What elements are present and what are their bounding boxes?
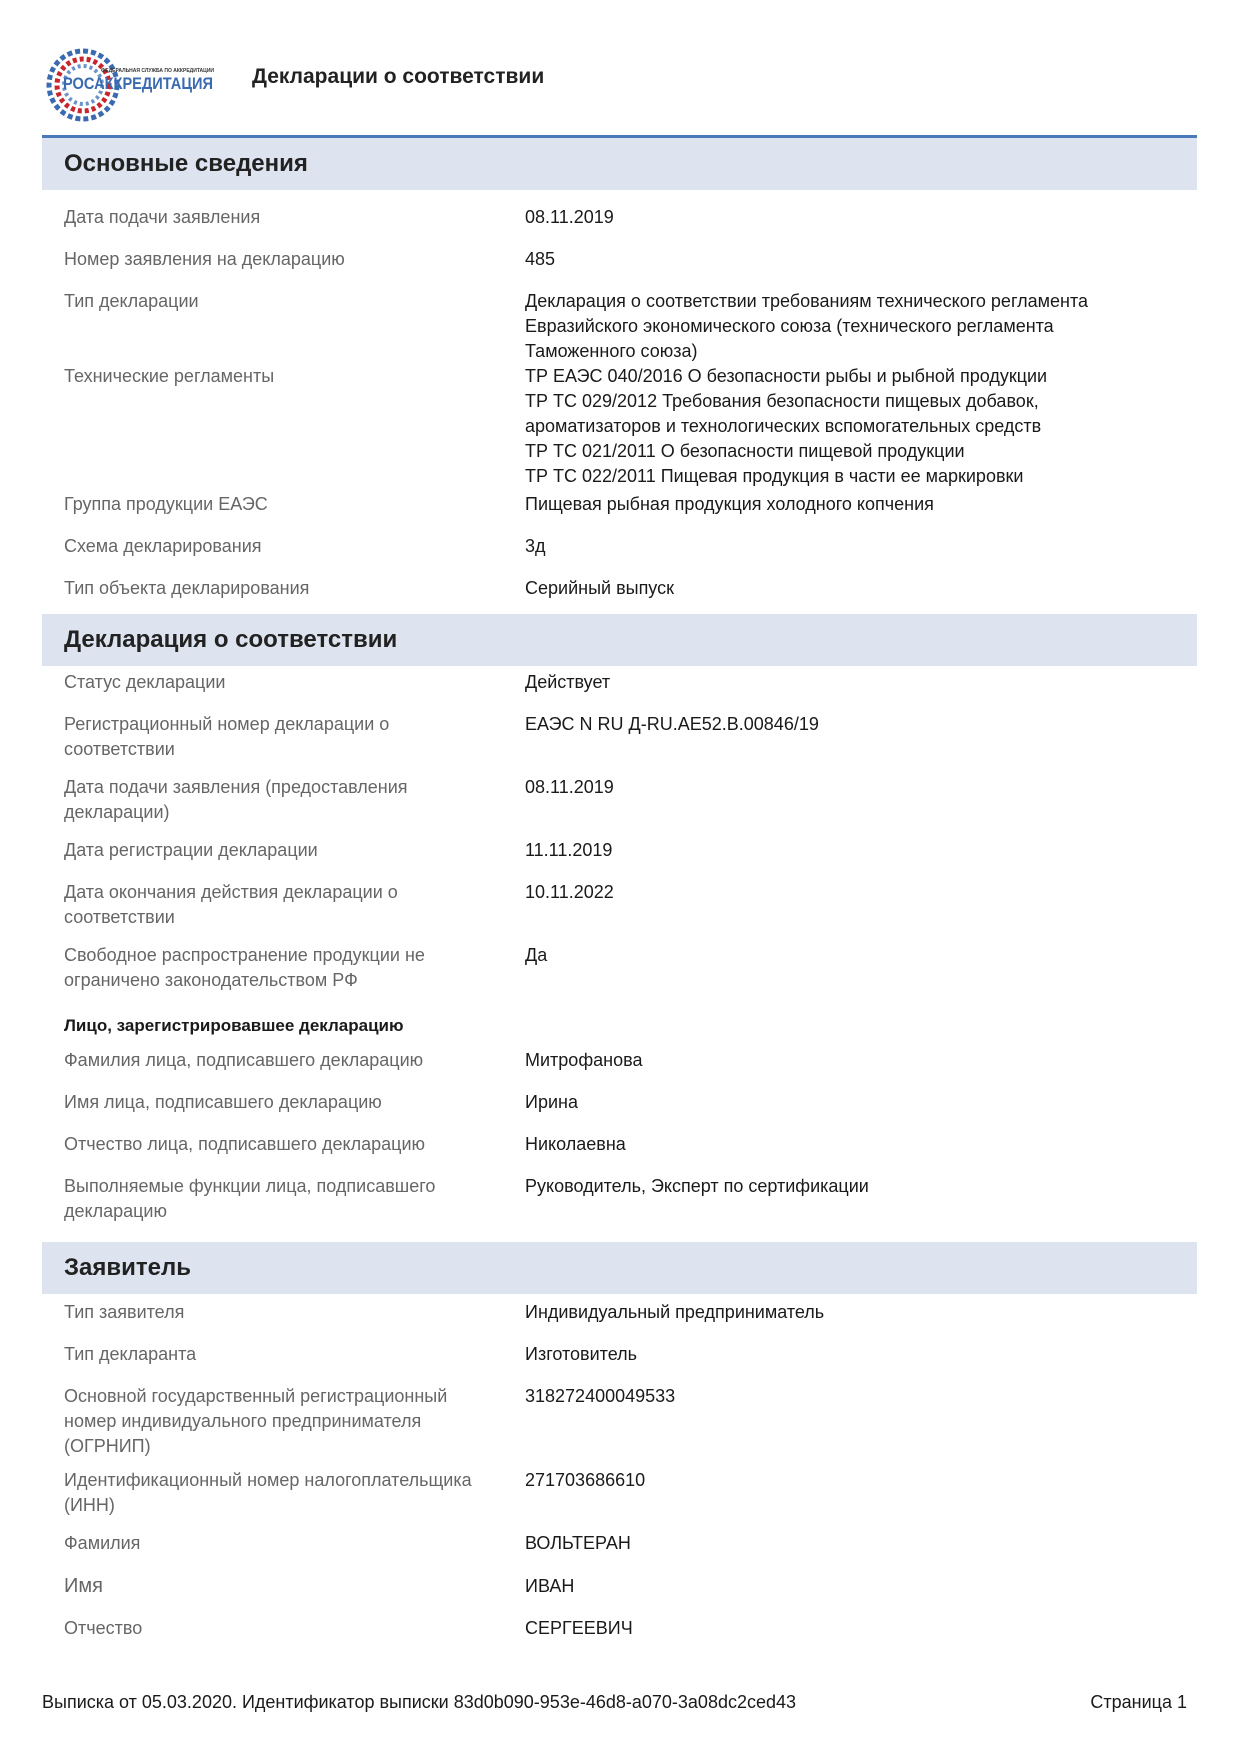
field-label: Имя	[64, 1575, 103, 1597]
field-label: Идентификационный номер налогоплательщика (ИНН)	[64, 1470, 472, 1515]
field-label: Тип заявителя	[64, 1302, 185, 1322]
field-value: Николаевна	[525, 1134, 626, 1154]
rosaccreditation-logo	[45, 45, 215, 125]
logo-text: РОСАККРЕДИТАЦИЯ	[63, 74, 213, 93]
section-title: Заявитель	[64, 1254, 191, 1281]
logo-graphic	[45, 45, 215, 125]
field-value: 3д	[525, 536, 546, 556]
field-label: Тип декларанта	[64, 1344, 197, 1364]
field-value: ИВАН	[525, 1576, 575, 1596]
field-value: Индивидуальный предприниматель	[525, 1302, 825, 1322]
field-label: Тип декларации	[64, 291, 199, 311]
field-label: Тип объекта декларирования	[64, 578, 310, 598]
field-value: СЕРГЕЕВИЧ	[525, 1618, 633, 1638]
subheading-signer: Лицо, зарегистрировавшее декларацию	[64, 1016, 404, 1035]
page-number: Страница 1	[1090, 1692, 1187, 1712]
page-title: Декларации о соответствии	[252, 65, 545, 88]
field-value: 08.11.2019	[525, 207, 614, 227]
field-label: Дата окончания действия декларации о соответствии	[64, 882, 398, 927]
field-label: Технические регламенты	[64, 366, 275, 386]
field-label: Свободное распространение продукции не ограничено законодательством РФ	[64, 945, 425, 990]
field-value: Да	[525, 945, 548, 965]
field-value: Руководитель, Эксперт по сертификации	[525, 1176, 869, 1196]
field-label: Дата регистрации декларации	[64, 840, 318, 860]
field-label: Фамилия	[64, 1533, 141, 1553]
section-title: Основные сведения	[64, 150, 308, 177]
field-value: Пищевая рыбная продукция холодного копчения	[525, 494, 934, 514]
field-label: Дата подачи заявления	[64, 207, 261, 227]
field-label: Группа продукции ЕАЭС	[64, 494, 268, 514]
field-value: Ирина	[525, 1092, 578, 1112]
field-label: Отчество лица, подписавшего декларацию	[64, 1134, 425, 1154]
field-value: 08.11.2019	[525, 777, 614, 797]
field-label: Основной государственный регистрационный номер индивидуального предпринимателя (ОГРНИП)	[64, 1386, 448, 1456]
extract-info: Выписка от 05.03.2020. Идентификатор выписки 83d0b090-953e-46d8-a070-3a08dc2ced43	[42, 1692, 797, 1712]
field-label: Дата подачи заявления (предоставления декларации)	[64, 777, 408, 822]
field-value: 318272400049533	[525, 1386, 676, 1406]
field-value: 271703686610	[525, 1470, 646, 1490]
section-header-declaration	[42, 614, 1197, 666]
field-value: 485	[525, 249, 556, 269]
field-label: Статус декларации	[64, 672, 226, 692]
field-label: Фамилия лица, подписавшего декларацию	[64, 1050, 424, 1070]
field-value: ТР ЕАЭС 040/2016 О безопасности рыбы и рыбной продукции ТР ТС 029/2012 Требования безопасности пищевых добавок, ароматизаторов и технологических вспомогательных средств ТР ТС 021/2011 О безопасности пищевой продукции ТР ТС 022/2011 Пищевая продукция в части ее маркировки	[525, 366, 1048, 486]
field-value: Действует	[525, 672, 611, 692]
field-value: ВОЛЬТЕРАН	[525, 1533, 631, 1553]
field-value: Митрофанова	[525, 1050, 643, 1070]
field-label: Регистрационный номер декларации о соответствии	[64, 714, 390, 759]
field-value: 11.11.2019	[525, 840, 613, 860]
section-header-applicant	[42, 1242, 1197, 1294]
field-label: Схема декларирования	[64, 536, 262, 556]
field-label: Номер заявления на декларацию	[64, 249, 345, 269]
field-value: Декларация о соответствии требованиям технического регламента Евразийского экономического союза (технического регламента Таможенного союза)	[525, 291, 1089, 361]
section-header-basic	[42, 138, 1197, 190]
field-value: Изготовитель	[525, 1344, 637, 1364]
field-label: Отчество	[64, 1618, 143, 1638]
page-footer	[42, 1692, 1187, 1713]
document-header	[45, 45, 1195, 135]
field-value: Серийный выпуск	[525, 578, 674, 598]
logo-subtext: ФЕДЕРАЛЬНАЯ СЛУЖБА ПО АККРЕДИТАЦИИ	[101, 68, 215, 74]
field-label: Имя лица, подписавшего декларацию	[64, 1092, 382, 1112]
field-value: ЕАЭС N RU Д-RU.AE52.B.00846/19	[525, 714, 819, 734]
field-value: 10.11.2022	[525, 882, 614, 902]
field-label: Выполняемые функции лица, подписавшего декларацию	[64, 1176, 436, 1221]
section-title: Декларация о соответствии	[64, 626, 398, 653]
